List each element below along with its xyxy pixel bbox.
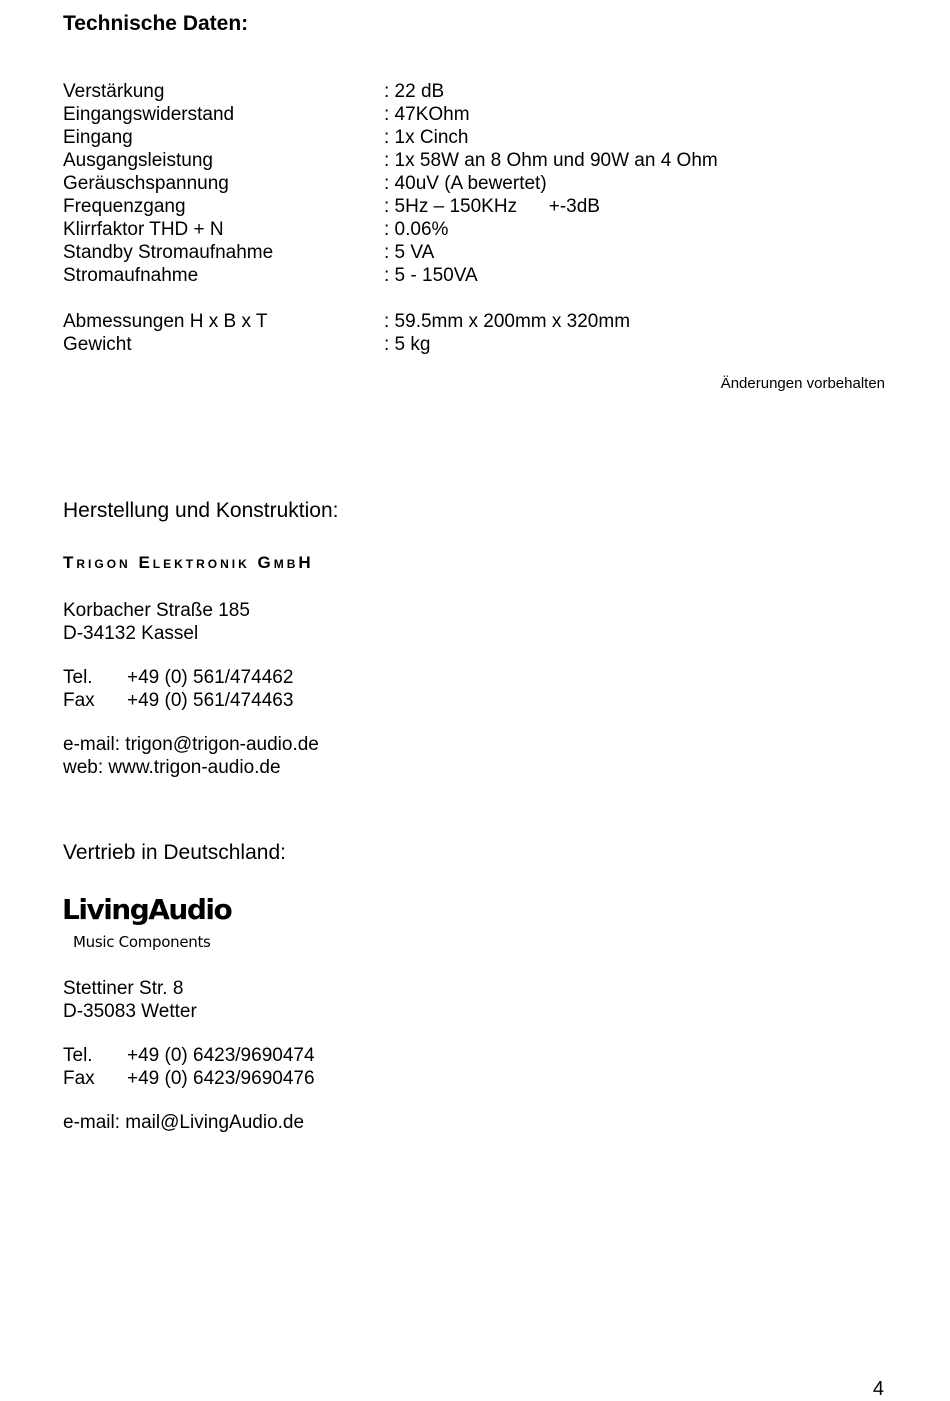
spec-label: Gewicht [63,334,132,355]
distributor-fax-row [63,1067,383,1090]
spec-label: Eingang [63,127,133,148]
spec-label: Standby Stromaufnahme [63,242,274,263]
fax-label: Fax [63,690,95,711]
distributor-email: e-mail: mail@LivingAudio.de [63,1112,305,1133]
manufacturer-tel-row [63,666,363,689]
spec-value: : 47KOhm [384,104,470,125]
spec-label: Stromaufnahme [63,265,199,286]
fax-label: Fax [63,1068,95,1089]
spec-label: Frequenzgang [63,196,186,217]
livingaudio-logo: LivingAudio [62,893,232,926]
livingaudio-logo-subtext: Music Components [73,933,211,951]
spec-label: Abmessungen H x B x T [63,311,268,332]
page-number: 4 [872,1378,884,1400]
spec-label: Ausgangsleistung [63,150,213,171]
spec-value: : 0.06% [384,219,449,240]
tel-number: +49 (0) 6423/9690474 [127,1045,315,1066]
spec-value: : 5 VA [384,242,435,263]
spec-label: Geräuschspannung [63,173,229,194]
fax-number: +49 (0) 561/474463 [127,690,294,711]
page-title: Technische Daten: [63,12,249,35]
changes-note: Änderungen vorbehalten [720,375,885,392]
spec-value: : 22 dB [384,81,445,102]
manufacturer-email: e-mail: trigon@trigon-audio.de [63,734,319,755]
spec-value: : 40uV (A bewertet) [384,173,547,194]
distributor-city: D-35083 Wetter [63,1001,197,1022]
manufacturer-web: web: www.trigon-audio.de [63,757,281,778]
distributor-tel-row [63,1044,383,1067]
tel-label: Tel. [63,1045,93,1066]
spec-value: : 5 kg [384,334,431,355]
spec-label: Eingangswiderstand [63,104,235,125]
spec-label: Verstärkung [63,81,165,102]
manufacturer-fax-row [63,689,363,712]
spec-value: : 5 - 150VA [384,265,478,286]
spec-value: : 5Hz – 150KHz +-3dB [384,196,600,217]
manufacturer-city: D-34132 Kassel [63,623,199,644]
manufacturer-street: Korbacher Straße 185 [63,600,250,621]
manufacturer-heading: Herstellung und Konstruktion: [63,499,339,522]
spec-label: Klirrfaktor THD + N [63,219,224,240]
fax-number: +49 (0) 6423/9690476 [127,1068,315,1089]
spec-value: : 1x Cinch [384,127,469,148]
distributor-street: Stettiner Str. 8 [63,978,184,999]
distributor-heading: Vertrieb in Deutschland: [63,841,286,864]
tel-number: +49 (0) 561/474462 [127,667,294,688]
spec-value: : 59.5mm x 200mm x 320mm [384,311,631,332]
tel-label: Tel. [63,667,93,688]
trigon-logo: Trigon Elektronik GmbH [63,553,314,572]
spec-value: : 1x 58W an 8 Ohm und 90W an 4 Ohm [384,150,718,171]
